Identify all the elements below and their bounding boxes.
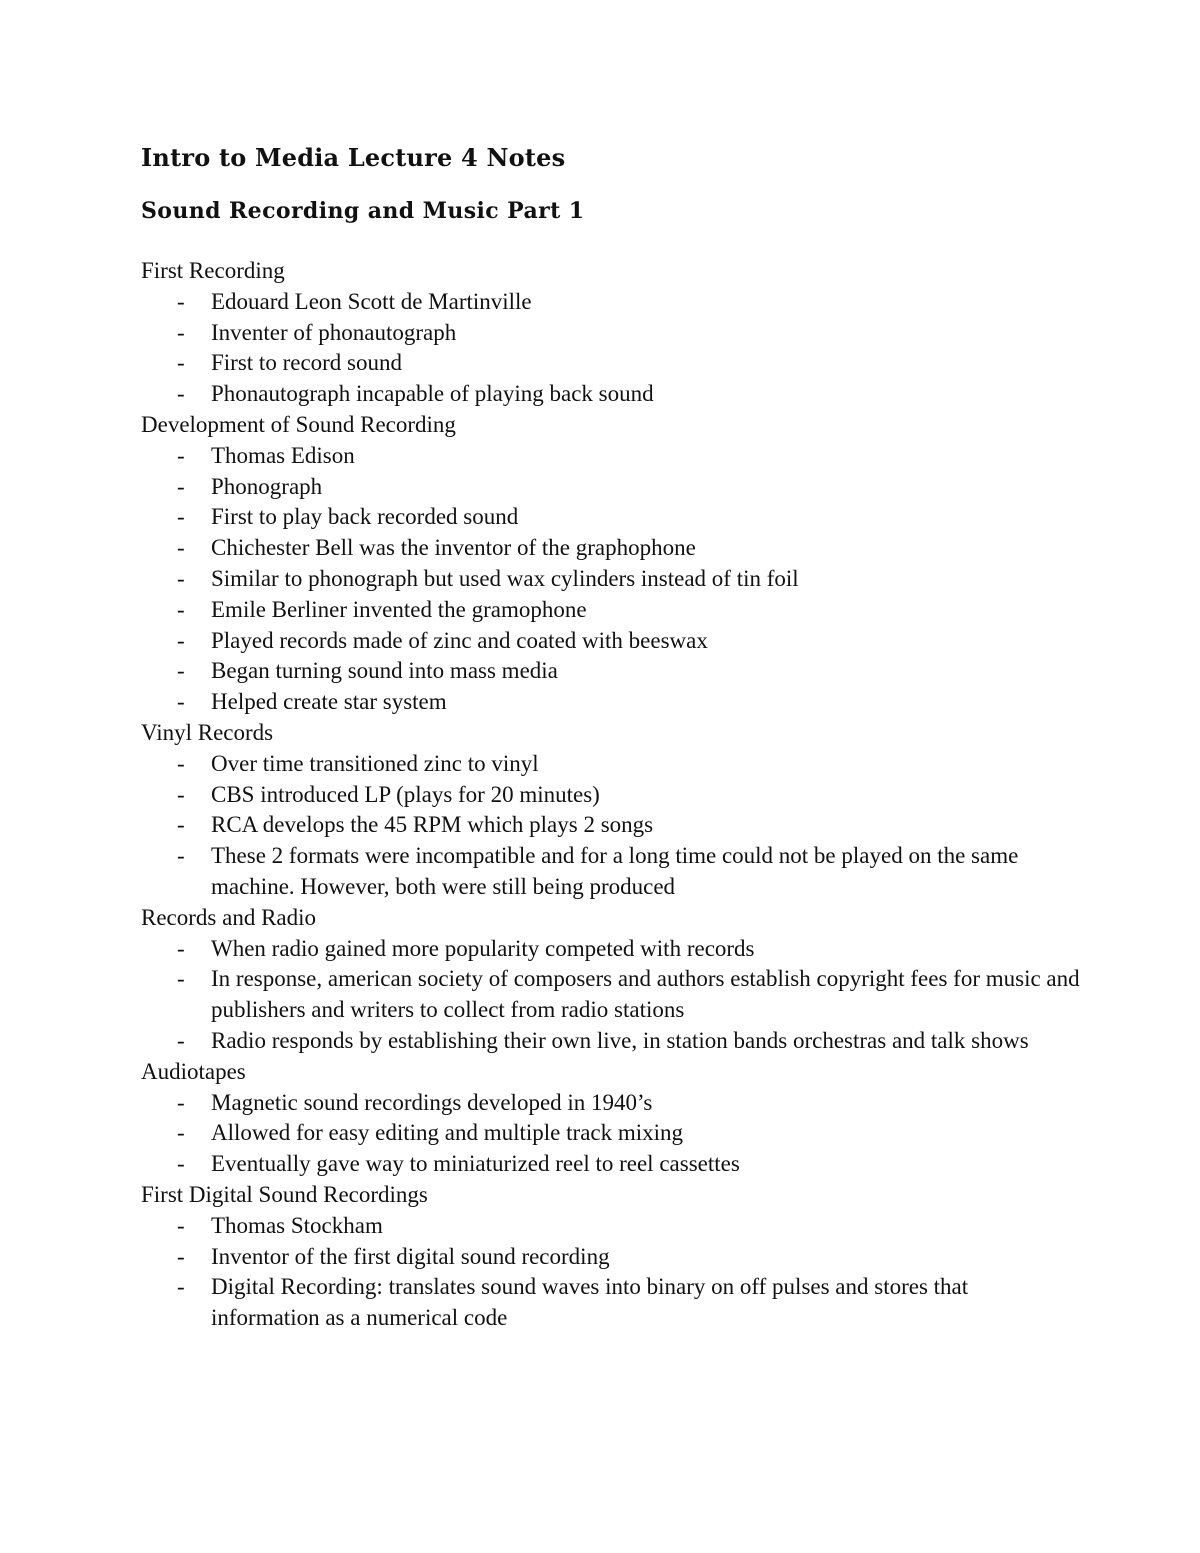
- dash-bullet-icon: -: [177, 1120, 185, 1146]
- section-heading: Records and Radio: [141, 904, 317, 930]
- dash-bullet-icon: -: [177, 689, 185, 715]
- list-item-text: Edouard Leon Scott de Martinville: [211, 288, 532, 314]
- list-item: [141, 533, 1081, 564]
- document-subtitle: Sound Recording and Music Part 1: [141, 198, 585, 224]
- list-item-text: Over time transitioned zinc to vinyl: [211, 750, 539, 776]
- dash-bullet-icon: -: [177, 812, 185, 838]
- list-item: [141, 780, 1081, 811]
- notes-section: [141, 718, 1081, 903]
- list-item-text: Magnetic sound recordings developed in 1940’s: [211, 1089, 653, 1115]
- dash-bullet-icon: -: [177, 565, 185, 591]
- document-content: [141, 140, 1081, 1334]
- list-item: [141, 1149, 1081, 1180]
- list-item: [141, 841, 1081, 903]
- bullet-list: [141, 1088, 1081, 1180]
- list-item-text: Allowed for easy editing and multiple track mixing: [211, 1120, 684, 1146]
- bullet-list: [141, 934, 1081, 1057]
- list-item: [141, 687, 1081, 718]
- section-heading: Development of Sound Recording: [141, 411, 456, 437]
- dash-bullet-icon: -: [177, 843, 185, 869]
- document-title: Intro to Media Lecture 4 Notes: [141, 143, 566, 172]
- bullet-list: [141, 1211, 1081, 1334]
- dash-bullet-icon: -: [177, 596, 185, 622]
- dash-bullet-icon: -: [177, 288, 185, 314]
- list-item: [141, 441, 1081, 472]
- section-heading: First Digital Sound Recordings: [141, 1181, 428, 1207]
- bullet-list: [141, 749, 1081, 903]
- section-heading: First Recording: [141, 258, 285, 283]
- list-item-text: Phonograph: [211, 473, 323, 499]
- dash-bullet-icon: -: [177, 966, 185, 992]
- dash-bullet-icon: -: [177, 381, 185, 407]
- list-item: [141, 934, 1081, 965]
- notes-section: [141, 903, 1081, 1057]
- list-item: [141, 318, 1081, 349]
- dash-bullet-icon: -: [177, 935, 185, 961]
- list-item-text: When radio gained more popularity competed with records: [211, 935, 755, 961]
- list-item-text: Inventor of the first digital sound recording: [211, 1243, 610, 1269]
- list-item-text: Thomas Edison: [211, 442, 355, 468]
- dash-bullet-icon: -: [177, 658, 185, 684]
- dash-bullet-icon: -: [177, 473, 185, 499]
- list-item-text: In response, american society of composers and authors establish copyright fees for music and publishers and writers to collect from radio stations: [211, 966, 1080, 1023]
- list-item: [141, 287, 1081, 318]
- dash-bullet-icon: -: [177, 781, 185, 807]
- list-item: [141, 964, 1081, 1026]
- dash-bullet-icon: -: [177, 1027, 185, 1053]
- dash-bullet-icon: -: [177, 319, 185, 345]
- list-item: [141, 1242, 1081, 1273]
- list-item-text: Began turning sound into mass media: [211, 658, 558, 684]
- dash-bullet-icon: -: [177, 1151, 185, 1177]
- list-item: [141, 472, 1081, 503]
- dash-bullet-icon: -: [177, 1089, 185, 1115]
- list-item-text: Thomas Stockham: [211, 1212, 383, 1238]
- dash-bullet-icon: -: [177, 750, 185, 776]
- list-item-text: Helped create star system: [211, 689, 447, 715]
- list-item: [141, 1026, 1081, 1057]
- section-heading: Vinyl Records: [141, 719, 274, 745]
- dash-bullet-icon: -: [177, 1212, 185, 1238]
- section-heading: Audiotapes: [141, 1058, 246, 1084]
- list-item: [141, 656, 1081, 687]
- list-item-text: Radio responds by establishing their own live, in station bands orchestras and talk shows: [211, 1027, 1029, 1053]
- list-item: [141, 810, 1081, 841]
- list-item-text: First to play back recorded sound: [211, 504, 519, 530]
- list-item-text: RCA develops the 45 RPM which plays 2 songs: [211, 812, 654, 838]
- list-item: [141, 1088, 1081, 1119]
- notes-section: [141, 256, 1081, 410]
- list-item: [141, 564, 1081, 595]
- list-item: [141, 1118, 1081, 1149]
- notes-section: [141, 1057, 1081, 1180]
- list-item: [141, 1272, 1081, 1334]
- list-item-text: First to record sound: [211, 350, 403, 376]
- list-item-text: Phonautograph incapable of playing back sound: [211, 381, 654, 407]
- dash-bullet-icon: -: [177, 504, 185, 530]
- list-item: [141, 1211, 1081, 1242]
- list-item-text: Inventer of phonautograph: [211, 319, 457, 345]
- dash-bullet-icon: -: [177, 1274, 185, 1300]
- list-item: [141, 348, 1081, 379]
- dash-bullet-icon: -: [177, 350, 185, 376]
- list-item: [141, 595, 1081, 626]
- list-item-text: These 2 formats were incompatible and for a long time could not be played on the same machine. However, both were still being produced: [211, 843, 1019, 899]
- notes-sections: [141, 256, 1081, 1334]
- list-item-text: Emile Berliner invented the gramophone: [211, 596, 587, 622]
- list-item-text: Chichester Bell was the inventor of the graphophone: [211, 535, 696, 561]
- list-item-text: Played records made of zinc and coated with beeswax: [211, 627, 708, 653]
- list-item: [141, 749, 1081, 780]
- dash-bullet-icon: -: [177, 627, 185, 653]
- list-item-text: CBS introduced LP (plays for 20 minutes): [211, 781, 600, 807]
- bullet-list: [141, 441, 1081, 718]
- dash-bullet-icon: -: [177, 1243, 185, 1269]
- list-item: [141, 379, 1081, 410]
- bullet-list: [141, 287, 1081, 410]
- dash-bullet-icon: -: [177, 442, 185, 468]
- list-item: [141, 626, 1081, 657]
- list-item-text: Eventually gave way to miniaturized reel to reel cassettes: [211, 1151, 740, 1177]
- list-item-text: Similar to phonograph but used wax cylinders instead of tin foil: [211, 565, 799, 591]
- list-item: [141, 502, 1081, 533]
- dash-bullet-icon: -: [177, 535, 185, 561]
- list-item-text: Digital Recording: translates sound waves into binary on off pulses and stores that information as a numerical code: [211, 1274, 969, 1331]
- notes-section: [141, 410, 1081, 718]
- notes-section: [141, 1180, 1081, 1334]
